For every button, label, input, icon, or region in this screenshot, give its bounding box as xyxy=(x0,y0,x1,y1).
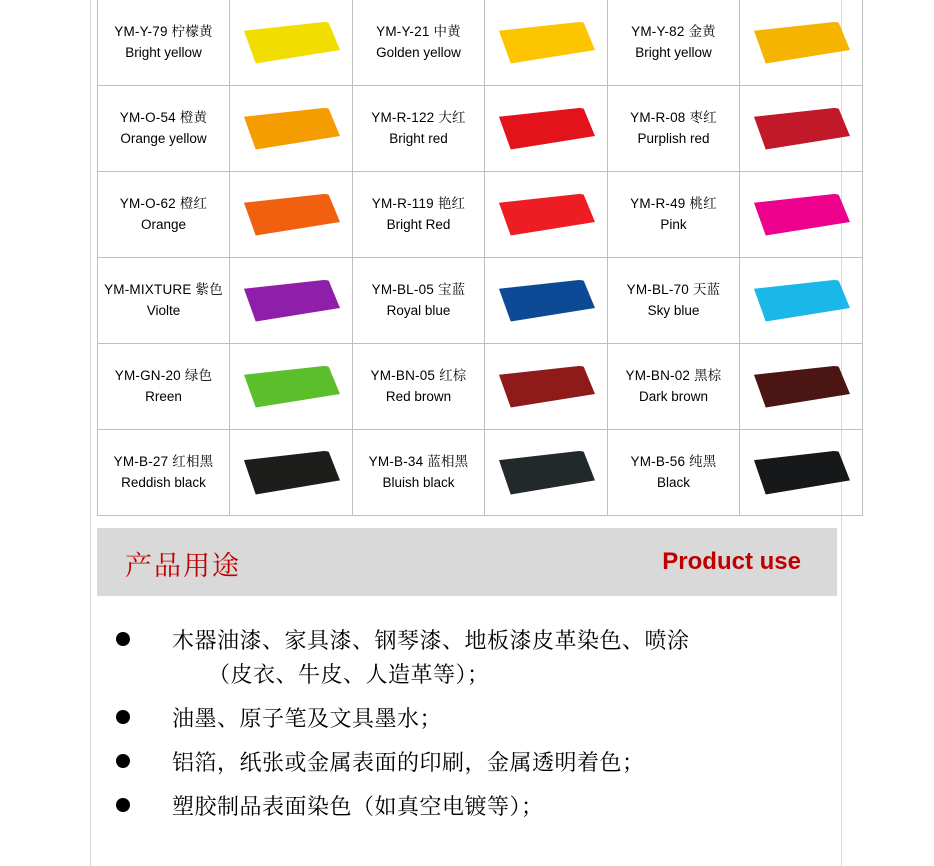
color-code: YM-R-08 枣红 xyxy=(630,109,717,125)
color-code: YM-B-56 纯黑 xyxy=(630,453,717,469)
color-code: YM-Y-21 中黄 xyxy=(376,23,461,39)
color-swatch xyxy=(497,194,595,236)
color-swatch xyxy=(242,451,340,495)
color-label-cell xyxy=(608,258,740,344)
color-swatch-cell xyxy=(740,430,863,516)
color-swatch xyxy=(752,108,850,150)
color-name: Reddish black xyxy=(121,474,206,490)
color-swatch xyxy=(242,108,340,150)
list-item xyxy=(100,790,900,824)
color-swatch xyxy=(242,194,340,236)
color-label-cell xyxy=(353,172,485,258)
bullet-icon xyxy=(116,710,130,724)
color-label-cell xyxy=(353,258,485,344)
use-text xyxy=(172,746,645,780)
color-label-cell xyxy=(98,430,230,516)
list-item xyxy=(100,746,900,780)
use-text xyxy=(172,624,690,692)
color-swatch xyxy=(497,108,595,150)
list-item xyxy=(100,624,900,692)
color-name: Red brown xyxy=(385,388,452,404)
color-name: Purplish red xyxy=(637,130,710,146)
table-row xyxy=(98,0,863,86)
color-code: YM-BN-02 黑棕 xyxy=(625,367,722,383)
color-swatch-cell xyxy=(230,430,353,516)
color-swatch xyxy=(497,22,595,64)
color-swatch xyxy=(497,280,595,322)
banner-title-cn: 产品用途 xyxy=(125,551,241,581)
color-label-cell xyxy=(98,172,230,258)
color-swatch xyxy=(752,22,850,64)
table-row xyxy=(98,430,863,516)
bullet-icon xyxy=(116,798,130,812)
color-swatch xyxy=(752,366,850,408)
use-text-line2: （皮衣、牛皮、人造革等）； xyxy=(208,662,490,688)
color-name: Violte xyxy=(146,302,181,318)
color-swatch xyxy=(497,366,595,408)
bullet-icon xyxy=(116,632,130,646)
color-label-cell xyxy=(608,344,740,430)
color-chart-table xyxy=(97,0,863,516)
use-text-line1: 铝箔，纸张或金属表面的印刷，金属透明着色； xyxy=(172,750,645,776)
color-code: YM-MIXTURE 紫色 xyxy=(104,281,223,297)
color-swatch xyxy=(242,366,340,408)
color-swatch-cell xyxy=(740,0,863,86)
color-code: YM-O-62 橙红 xyxy=(119,195,208,211)
table-row xyxy=(98,344,863,430)
color-swatch xyxy=(752,451,850,495)
color-code: YM-BL-05 宝蓝 xyxy=(371,281,466,297)
color-swatch-cell xyxy=(740,258,863,344)
color-code: YM-Y-79 柠檬黄 xyxy=(114,23,213,39)
color-swatch-cell xyxy=(230,172,353,258)
color-name: Rreen xyxy=(145,388,182,404)
color-swatch-cell xyxy=(230,86,353,172)
color-code: YM-R-122 大红 xyxy=(371,109,466,125)
color-label-cell xyxy=(353,430,485,516)
color-swatch xyxy=(752,194,850,236)
color-label-cell xyxy=(353,86,485,172)
color-label-cell xyxy=(608,0,740,86)
color-swatch-cell xyxy=(485,344,608,430)
color-code: YM-BL-70 天蓝 xyxy=(626,281,721,297)
banner-title-en: Product use xyxy=(662,548,801,575)
color-swatch-cell xyxy=(230,344,353,430)
color-code: YM-GN-20 绿色 xyxy=(114,367,213,383)
color-label-cell xyxy=(353,344,485,430)
color-name: Orange xyxy=(140,216,187,232)
page-left-rule xyxy=(90,0,91,866)
color-name: Golden yellow xyxy=(376,44,461,60)
color-label-cell xyxy=(98,258,230,344)
list-item xyxy=(100,702,900,736)
color-code: YM-B-34 蓝相黑 xyxy=(368,453,469,469)
color-name: Bright yellow xyxy=(635,44,712,60)
color-swatch-cell xyxy=(230,258,353,344)
color-swatch xyxy=(497,451,595,495)
color-code: YM-Y-82 金黄 xyxy=(631,23,716,39)
color-code: YM-O-54 橙黄 xyxy=(119,109,208,125)
use-text xyxy=(172,702,442,736)
color-swatch xyxy=(242,22,340,64)
color-name: Bright red xyxy=(389,130,448,146)
color-swatch-cell xyxy=(740,172,863,258)
color-name: Pink xyxy=(660,216,687,232)
bullet-icon xyxy=(116,754,130,768)
color-label-cell xyxy=(98,86,230,172)
color-name: Dark brown xyxy=(638,388,709,404)
color-name: Bluish black xyxy=(382,474,455,490)
table-row xyxy=(98,258,863,344)
color-swatch-cell xyxy=(485,0,608,86)
color-label-cell xyxy=(608,86,740,172)
color-code: YM-B-27 红相黑 xyxy=(113,453,214,469)
use-text xyxy=(172,790,544,824)
color-swatch-cell xyxy=(485,172,608,258)
color-swatch xyxy=(752,280,850,322)
color-name: Sky blue xyxy=(647,302,700,318)
color-code: YM-R-49 桃红 xyxy=(630,195,717,211)
color-name: Bright Red xyxy=(386,216,451,232)
color-code: YM-BN-05 红棕 xyxy=(370,367,467,383)
table-row xyxy=(98,172,863,258)
color-swatch-cell xyxy=(740,86,863,172)
use-text-line1: 塑胶制品表面染色（如真空电镀等）； xyxy=(172,794,544,820)
color-swatch-cell xyxy=(485,258,608,344)
color-name: Orange yellow xyxy=(120,130,207,146)
product-use-banner xyxy=(97,528,837,596)
color-label-cell xyxy=(608,172,740,258)
use-text-line1: 油墨、原子笔及文具墨水； xyxy=(172,706,443,732)
color-name: Black xyxy=(656,474,690,490)
color-swatch-cell xyxy=(740,344,863,430)
use-text-line1: 木器油漆、家具漆、钢琴漆、地板漆皮革染色、喷涂 xyxy=(172,628,690,653)
color-swatch-cell xyxy=(230,0,353,86)
product-use-list xyxy=(100,624,900,834)
color-label-cell xyxy=(608,430,740,516)
color-swatch xyxy=(242,280,340,322)
color-swatch-cell xyxy=(485,430,608,516)
color-label-cell xyxy=(353,0,485,86)
table-row xyxy=(98,86,863,172)
color-swatch-cell xyxy=(485,86,608,172)
color-name: Royal blue xyxy=(386,302,451,318)
color-label-cell xyxy=(98,0,230,86)
color-name: Bright yellow xyxy=(125,44,202,60)
color-label-cell xyxy=(98,344,230,430)
color-code: YM-R-119 艳红 xyxy=(371,195,466,211)
